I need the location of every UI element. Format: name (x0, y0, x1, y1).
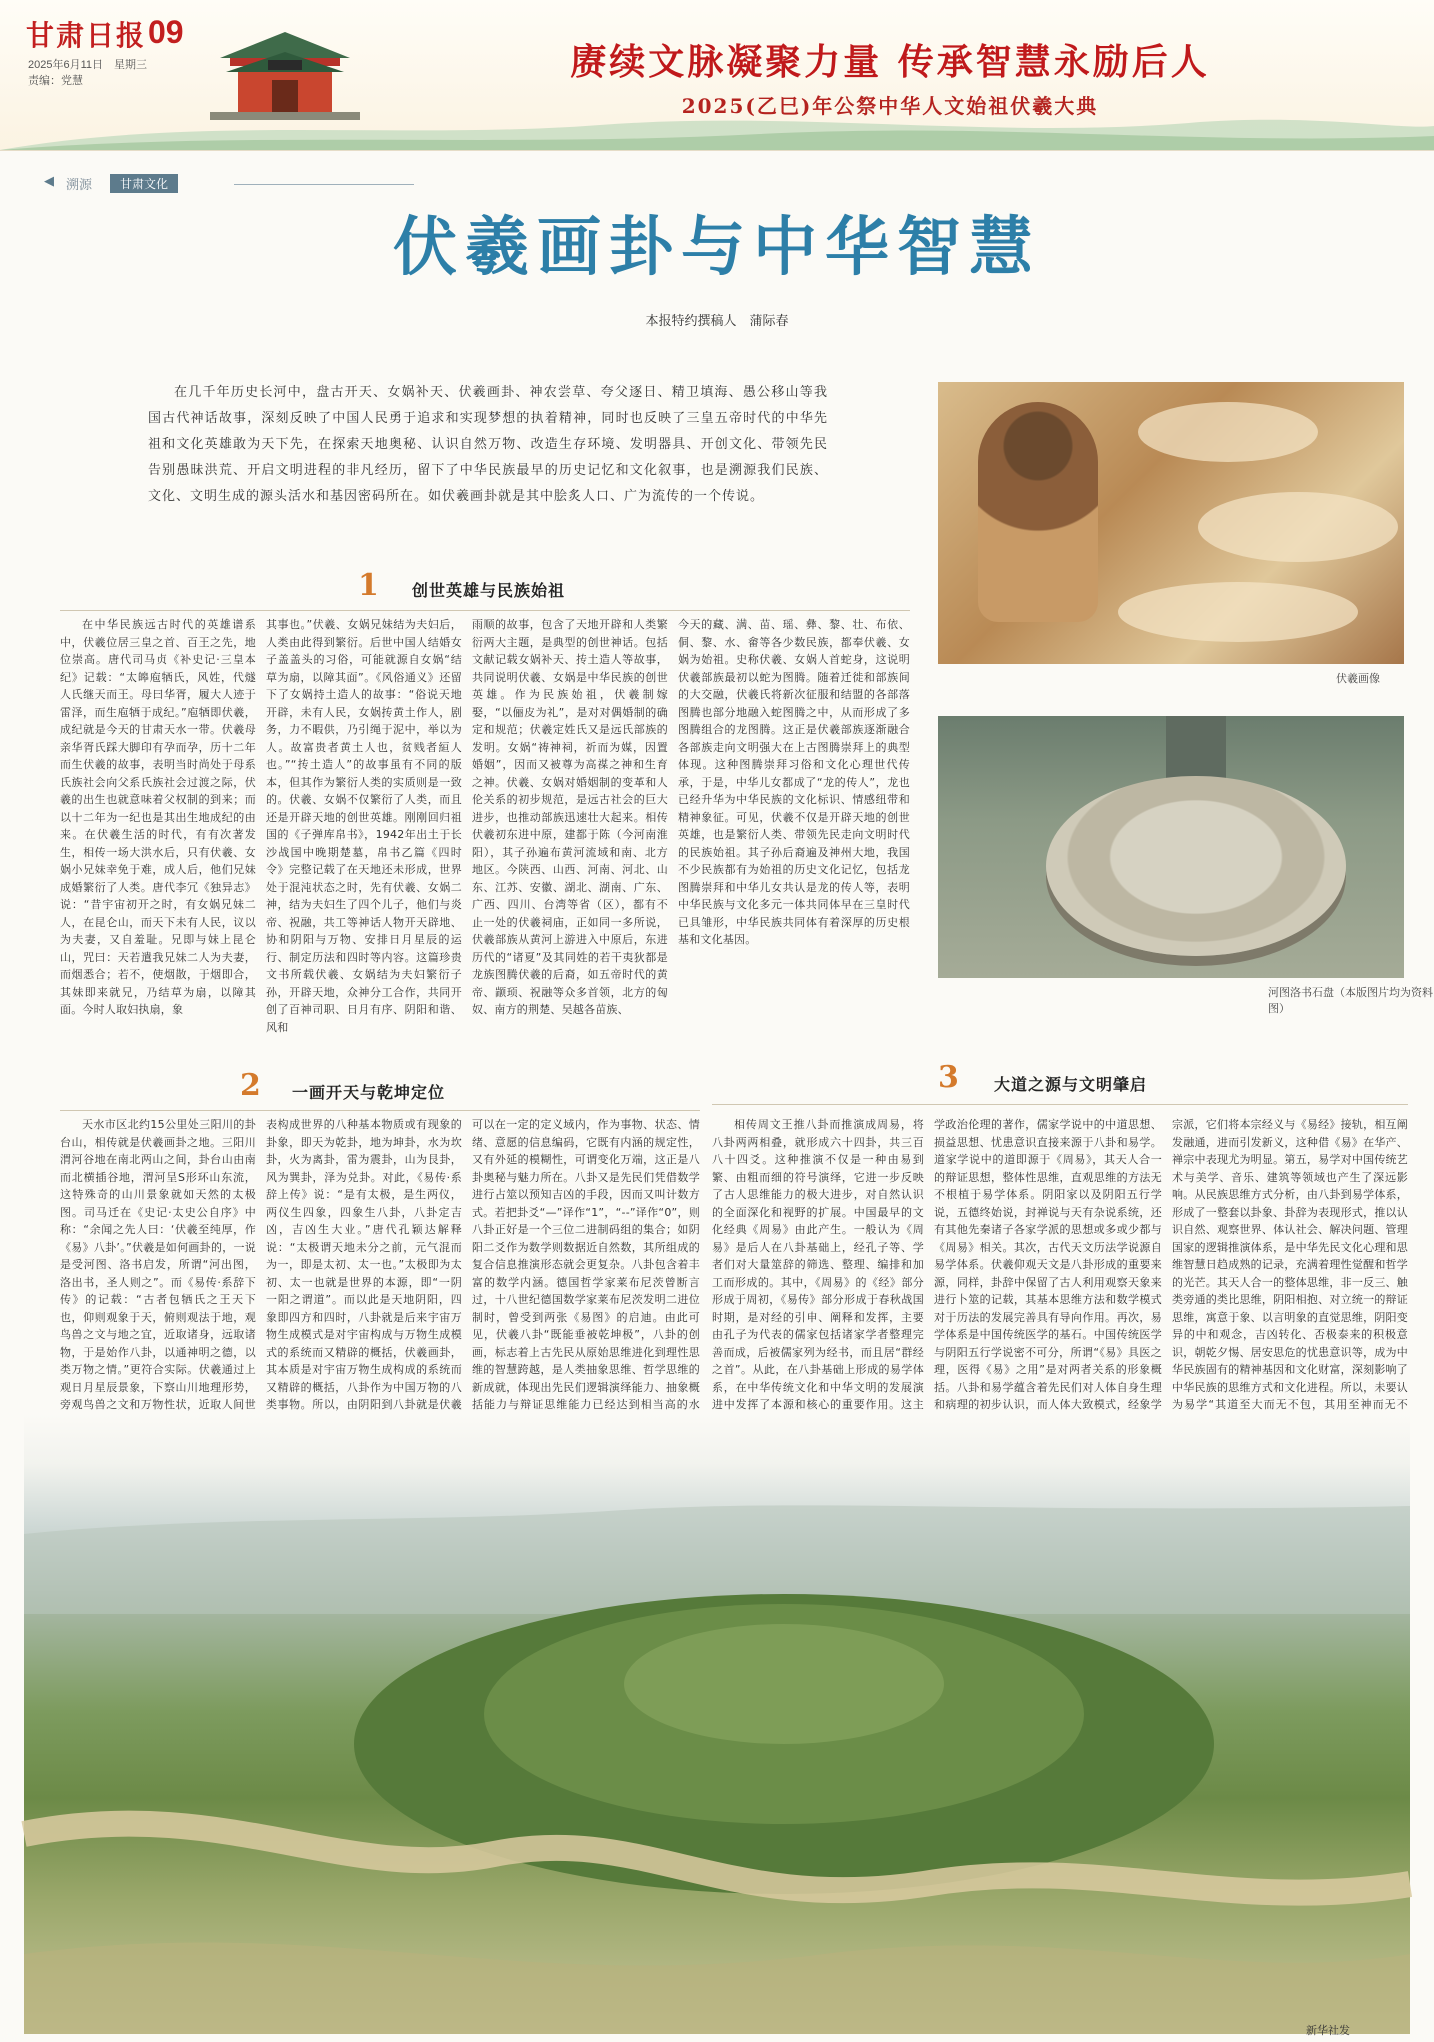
section-title: 创世英雄与民族始祖 (412, 581, 566, 600)
section-number: 1 (358, 568, 379, 603)
photo-caption: 新华社发 (1306, 2024, 1350, 2037)
article-column: 天水市区北约15公里处三阳川的卦台山，相传就是伏羲画卦之地。三阳川渭河谷地在南北两山之间，卦台山由南而北横插谷地，渭河呈S形环山东流，这特殊奇的山川景象就如天然的太极图。司马迁在《史记·太史公自序》中称：“余闻之先人曰：‘伏羲至纯厚，作《易》八卦’。”伏羲是如何画卦的，一说是受河图、洛书启发，所谓“河出图，洛出书，圣人则之”。而《易传·系辞下传》的记载：“古者包牺氏之王天下也，仰则观象于天，俯则观法于地，观鸟兽之文与地之宜，近取诸身，远取诸物，于是始作八卦，以通神明之德，以类万物之情。”更符合实际。伏羲通过上观日月星辰景象，下察山川地理形势，旁观鸟兽之文和万物性状，近取人间世 (60, 1118, 256, 1411)
temple-gate-illustration (210, 20, 360, 120)
divider (234, 184, 414, 185)
decorative-hills (0, 110, 1434, 150)
section-title: 一画开天与乾坤定位 (292, 1083, 446, 1102)
divider (712, 1104, 1408, 1105)
article-column: 相传周文王推八卦而推演成周易，将八卦两两相叠，就形成六十四卦，共三百八十四爻。这种推演不仅是一种由易到繁、由粗而细的符号演绎，它进一步反映了古人思维能力的极大进步，对自然认识的全面深化和视野的扩展。中国最早的文化经典《周易》由此产生。一般认为《周易》是后人在八卦基础上，经孔子等、学者们对大量筮辞的筛选、整理、编排和加工而形成的。其中，《周易》的《经》部分形成于周初，《易传》部分形成于春秋战国时期，是对经的引申、阐释和发挥，主要由孔子为代表的儒家包括诸家学者整理完善而成，后被儒家列为经书，而且居“群经之首”。从此，在八卦基础上形成的易学体系，在中华传统文化和中华文明的发展演进中发挥了本源和核心的重要作用。这主 (712, 1118, 924, 1411)
article-column: 表构成世界的八种基本物质或有现象的卦象，即天为乾卦，地为坤卦，水为坎卦，火为离卦，雷为震卦，山为艮卦，风为巽卦，泽为兑卦。对此，《易传·系辞上传》说：“是有太极，是生两仪，两仪生四象，四象生八卦，八卦定吉凶，吉凶生大业。”唐代孔颖达解释说：“太极谓天地未分之前，元气混而为一，即是太初、太一也。”太极即为太初、太一也就是世界的本源，即“一阴一阳之谓道”。而以此是天地阴阳，四象即四方和四时，八卦就是后来宇宙万物生成模式是对宇宙构成与万物生成模式的系统而又精辟的概括，伏羲画卦，其本质是对宇宙万物生成构成的系统而又精辟的概括，八卦作为中国万物的八类事物。所以，由阴阳到八卦就是伏羲 (266, 1118, 462, 1411)
column-tag-label: 溯源 (66, 177, 93, 192)
divider (60, 610, 910, 611)
column-tag (44, 174, 404, 196)
masthead (0, 0, 1434, 151)
section-title: 大道之源与文明肇启 (994, 1075, 1148, 1094)
column-tag-chip: 甘肃文化 (110, 174, 178, 193)
photo-caption: 河图洛书石盘（本版图片均为资料图） (1268, 986, 1433, 1015)
page-headline: 伏羲画卦与中华智慧 (393, 210, 1041, 285)
hetu-luoshu-stone-image (938, 716, 1404, 978)
fuxi-portrait-image (938, 382, 1404, 664)
article-column: 可以在一定的定义域内，作为事物、状态、情绪、意愿的信息编码，它既有内涵的规定性，又有外延的模糊性，可谓变化万端，这正是八卦奥秘与魅力所在。八卦又是先民们凭借数学进行占筮以预知吉凶的手段，因而又叫计数方式。若把卦爻“—”译作“1”，“--”译作“0”，则八卦正好是一个三位二进制码组的集合；如阴阳二爻作为数学则数据近自然数，其所组成的复合信息推演形态就会更复杂。八卦包含着丰富的数学内涵。德国哲学家莱布尼茨曾断言过，十八世纪德国数学家莱布尼茨发明二进位制时，曾受到两张《易图》的启迪。由此可见，伏羲八卦“既能垂被乾坤极”，八卦的创画，标志着上古先民从原始思维进化到理性思维的智慧跨越，是人类抽象思维、哲学思维的新成就，体现出先民们逻辑演绎能力、抽象概括能力与辩证思维能力已经达到相当高的水 (472, 1118, 700, 1411)
editor-credit: 责编：党慧 (28, 75, 83, 87)
section-number: 3 (938, 1060, 959, 1095)
section-number: 2 (240, 1068, 261, 1103)
article-column: 雨顺的故事，包含了天地开辟和人类繁衍两大主题，是典型的创世神话。包括文献记载女娲补天、抟土造人等故事，共同说明伏羲、女娲是中华民族的创世英雄。作为民族始祖，伏羲制嫁娶，“以俪皮为礼”，是对对偶婚制的确定和规范；伏羲定姓氏又是远氏部族的发明。女娲“祷神祠，祈而为媒，因置婚姻”，因而又被尊为高禖之神和生育之神。伏羲、女娲对婚姻制的变革和人伦关系的初步规范，是远古社会的巨大进步，也推动部族迅速壮大起来。相传伏羲初东进中原，建都于陈（今河南淮阳），其子孙遍布黄河流域和南、北方地区。今陕西、山西、河南、河北、山东、江苏、安徽、湖北、湖南、广东、广西、四川、台湾等省（区），都有不止一处的伏羲祠庙，正如同一多所说，伏羲部族从黄河上游进入中原后，东进历代的“诸夏”及其同姓的若干夷狄都是龙族图腾伏羲的后裔，如五帝时代的黄帝、颛顼、祝融等众多首领，北方的匈奴、南方的荆楚、吴越各苗族、 (472, 618, 668, 1016)
guatai-mountain-aerial-photo (24, 1414, 1410, 2034)
divider (60, 1110, 700, 1111)
byline: 本报特约撰稿人 蒲际春 (645, 314, 789, 329)
article-column: 其事也。”伏羲、女娲兄妹结为夫妇后，人类由此得到繁衍。后世中国人结婚女子盖盖头的习俗，可能就源自女娲“结草为扇，以障其面”。《风俗通义》还留下了女娲持土造人的故事：“俗说天地开辟，未有人民，女娲抟黄土作人，剧务，力不暇供，乃引绳于泥中，举以为人。故富贵者黄土人也，贫贱者絙人也。”“抟土造人”的故事虽有不同的版本，但其作为繁衍人类的实质则是一致的。伏羲、女娲不仅繁衍了人类，而且还是开辟天地的创世英雄。刚刚回归祖国的《子弹库帛书》，1942年出土于长沙战国中晚期楚墓，帛书乙篇《四时令》完整记载了在天地还未形成，世界处于混沌状态之时，先有伏羲、女娲二神，结为夫妇生了四个儿子，他们与炎帝、祝融，共工等神话人物开天辟地、协和阴阳与万物、安排日月星辰的运行、制定历法和四时等内容。这篇珍贵文书所载伏羲、女娲结为夫妇繁衍子孙，开辟天地，众神分工合作，共同开创了百神司职、日月有序、阴阳和谐、风和 (266, 618, 462, 1034)
page-number: 09 (148, 14, 184, 50)
banner-subtitle: 2025(乙巳)年公祭中华人文始祖伏羲大典 (681, 94, 1099, 118)
issue-date: 2025年6月11日 星期三 (28, 59, 148, 71)
article-column: 在中华民族远古时代的英雄谱系中，伏羲位居三皇之首、百王之先，地位崇高。唐代司马贞《补史记·三皇本纪》记载：“太皞庖牺氏，风姓，代燧人氏继天而王。母曰华胥，履大人迹于雷泽，而生庖牺于成纪。”庖牺即伏羲，成纪就是今天的甘肃天水一带。伏羲母亲华胥氏踩大脚印有孕而孕，历十二年而生伏羲的故事，表明当时尚处于母系氏族社会向父系氏族社会过渡之际，伏羲的出生也就意味着父权制的到来；而以十二年为一纪也是其出生地成纪的由来。在伏羲生活的时代，有有次著发生，相传一场大洪水后，只有伏羲、女娲小兄妹幸免于难，成人后，他们兄妹成婚繁衍了人类。唐代李冗《独异志》说：“昔宇宙初开之时，有女娲兄妹二人，在昆仑山，而天下未有人民，议以为夫妻，又自羞耻。兄即与妹上昆仑山，咒曰：天若遣我兄妹二人为夫妻，而烟悉合；若不，使烟散，于烟即合，其妹即来就兄，乃结草为扇，以障其面。今时人取妇执扇，象 (60, 618, 256, 1016)
banner-title: 赓续文脉凝聚力量 传承智慧永励后人 (570, 41, 1210, 83)
triangle-left-icon: ◀ (44, 174, 54, 189)
article-column: 宗派，它们将本宗经义与《易经》接轨，相互阐发融通，进而引发新义，这种借《易》在华产、禅宗中表现尤为明显。第五，易学对中国传统艺术与美学、音乐、建筑等领域也产生了深远影响。从民族思维方式分析，由八卦到易学体系，形成了一整套以卦象、卦辞为表现形式，推以认识自然、观察世界、体认社会、解决问题、管理国家的逻辑推演体系，是中华先民文化心理和思维智慧日趋成熟的记录，充满着理性觉醒和哲学的光芒。其天人合一的整体思维，非一反三、触类旁通的类比思维，阴阳相抱、对立统一的辩证思维，寓意于象、以言明象的直觉思维，阴阳变异的中和观念，吉凶转化、否极泰来的积极意识，朝乾夕惕、居安思危的忧患意识等，成为中华民族固有的精神基因和文化财富，深刻影响了中华民族的思维方式和文化进程。所以，未要认为易学“其道至大而无不包，其用至神而无不 (1172, 1118, 1408, 1411)
paper-name: 甘肃日报 (26, 19, 147, 52)
lead-paragraph: 在几千年历史长河中，盘古开天、女娲补天、伏羲画卦、神农尝草、夸父逐日、精卫填海、愚公移山等我国古代神话故事，深刻反映了中国人民勇于追求和实现梦想的执着精神，同时也反映了三皇五帝时代的中华先祖和文化英雄敢为天下先，在探索天地奥秘、认识自然万物、改造生存环境、发明器具、开创文化、带领先民告别愚昧洪荒、开启文明进程的非凡经历，留下了中华民族最早的历史记忆和文化叙事，也是溯源我们民族、文化、文明生成的源头活水和基因密码所在。如伏羲画卦就是其中脍炙人口、广为流传的一个传说。 (148, 385, 828, 504)
article-column: 学政治伦理的著作，儒家学说中的中道思想、损益思想、忧患意识直接来源于八卦和易学。道家学说中的道即源于《周易》，其天人合一的辩证思想，整体性思维，直观思维的方法无不根植于易学体系。阴阳家以及阴阳五行学说，五德终始说，封禅说与天有杂说系统，还有其他先秦诸子各家学派的思想或多或少都与《周易》相关。其次，古代天文历法学说源自易学体系。伏羲仰观天文是八卦形成的重要来源，同样，卦辞中保留了古人利用观察天象来进行卜筮的记载，其基本思维方法和数学模式对于历法的发展完善具有导向作用。再次，易学体系是中国传统医学的基石。中国传统医学与阴阳五行学说密不可分，所谓“《易》具医之理，医得《易》之用”是对两者关系的形象概括。八卦和易学蕴含着先民们对人体自身生理和病理的初步认识，而人体大致模式，经象学 (934, 1118, 1162, 1411)
article-column: 今天的藏、满、苗、瑶、彝、黎、壮、布依、侗、黎、水、畲等各少数民族，都奉伏羲、女娲为始祖。史称伏羲、女娲人首蛇身，这说明伏羲部族最初以蛇为图腾。随着迁徙和部族间的大交融，伏羲氏将新次征服和结盟的各部落图腾也部分地融入蛇图腾之中，从而形成了多图腾组合的龙图腾。这正是伏羲部族逐渐融合各部族走向文明强大在上古图腾崇拜上的典型体现。这种图腾崇拜习俗和文化心理世代传承，于是，中华儿女都成了“龙的传人”，龙也已经升华为中华民族的文化标识、情感纽带和精神象征。可见，伏羲不仅是开辟天地的创世英雄，也是繁衍人类、带领先民走向文明时代的民族始祖。其子孙后裔遍及神州大地，我国不少民族都有为始祖的历史文化记忆，包括龙图腾崇拜和中华儿女共认是龙的传人等，表明中华民族与文化多元一体共同体早在三皇时代已具雏形，中华民族共同体有着深厚的历史根基和文化基因。 (678, 618, 910, 946)
photo-caption: 伏羲画像 (1336, 672, 1380, 685)
